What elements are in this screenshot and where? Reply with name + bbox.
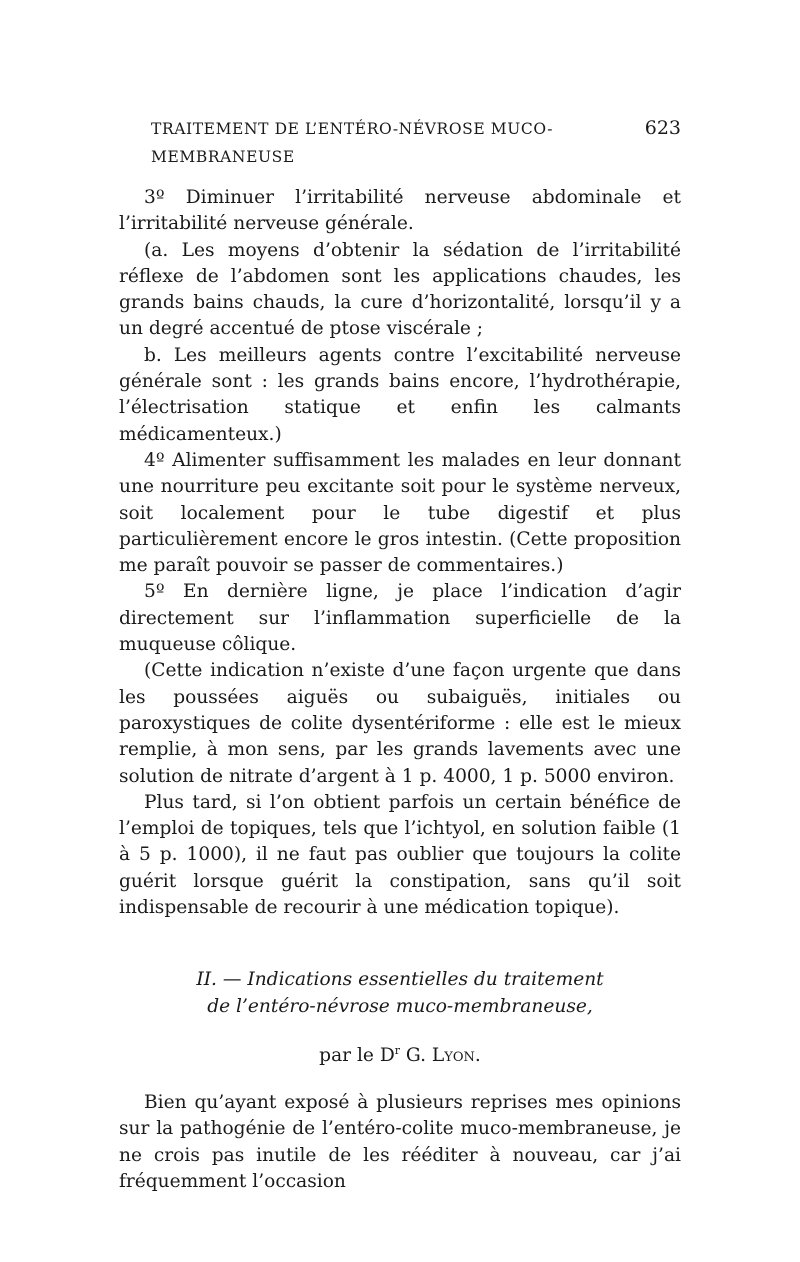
paragraph-3a: (a. Les moyens d’obtenir la sédation de l’irritabilité réflexe de l’abdomen sont les applications chaudes, les grands bains chauds, la cure d’horizontalité, lorsqu’il y a un degré accentué de ptose viscérale ; [119,239,681,340]
byline-prefix: par le D [319,1045,395,1067]
byline-name: Lyon [431,1045,475,1067]
body-text [119,185,681,921]
running-head [151,114,681,171]
byline-sup: r [394,1043,400,1057]
running-head-title: TRAITEMENT DE L’ENTÉRO-NÉVROSE MUCO-MEMBRANEUSE [151,120,554,166]
text-block [119,114,681,1195]
paragraph-4: 4º Alimenter suffisamment les malades en leur donnant une nourriture peu excitante soit pour le système nerveux, soit localement pour le tube digestif et plus particulièrement encore le gros intestin. (Cette proposition me paraît pouvoir se passer de commentaires.) [119,449,681,577]
paragraph-5-note: (Cette indication n’existe d’une façon urgente que dans les poussées aiguës ou subaiguës, initiales ou paroxystiques de colite dysentériforme : elle est le mieux remplie, à mon sens, par les grands lavements avec une solution de nitrate d’argent à 1 p. 4000, 1 p. 5000 environ. [119,660,681,787]
closing-text [119,1090,681,1195]
page-number: 623 [644,117,681,139]
paragraph-5: 5º En dernière ligne, je place l’indication d’agir directement sur l’inflammation superficielle de la muqueuse côlique. [119,581,681,656]
paragraph-3b: b. Les meilleurs agents contre l’excitabilité nerveuse générale sont : les grands bains encore, l’hydrothérapie, l’électrisation statique et enfin les calmants médicamenteux.) [119,344,681,445]
paragraph-3: 3º Diminuer l’irritabilité nerveuse abdominale et l’irritabilité nerveuse générale. [119,187,681,235]
paragraph-intro: Bien qu’ayant exposé à plusieurs reprises mes opinions sur la pathogénie de l’entéro-colite muco-membraneuse, je ne crois pas inutile de les rééditer à nouveau, car j’ai fréquemment l’occasion [119,1092,681,1192]
paragraph-5-note-cont: Plus tard, si l’on obtient parfois un certain bénéfice de l’emploi de topiques, tels que l’ichtyol, en solution faible (1 à 5 p. 1000), il ne faut pas oublier que toujours la colite guérit lorsque guérit la constipation, sans qu’il soit indispensable de recourir à une médication topique). [119,791,681,919]
section-title-line-1: II. — Indications essentielles du traitement [196,969,604,991]
byline-suffix: . [474,1045,481,1067]
section-title [119,967,681,1020]
byline-initial: G. [400,1045,432,1067]
section-title-line-2: de l’entéro-névrose muco-membraneuse, [207,995,593,1017]
author-byline [119,1038,681,1069]
